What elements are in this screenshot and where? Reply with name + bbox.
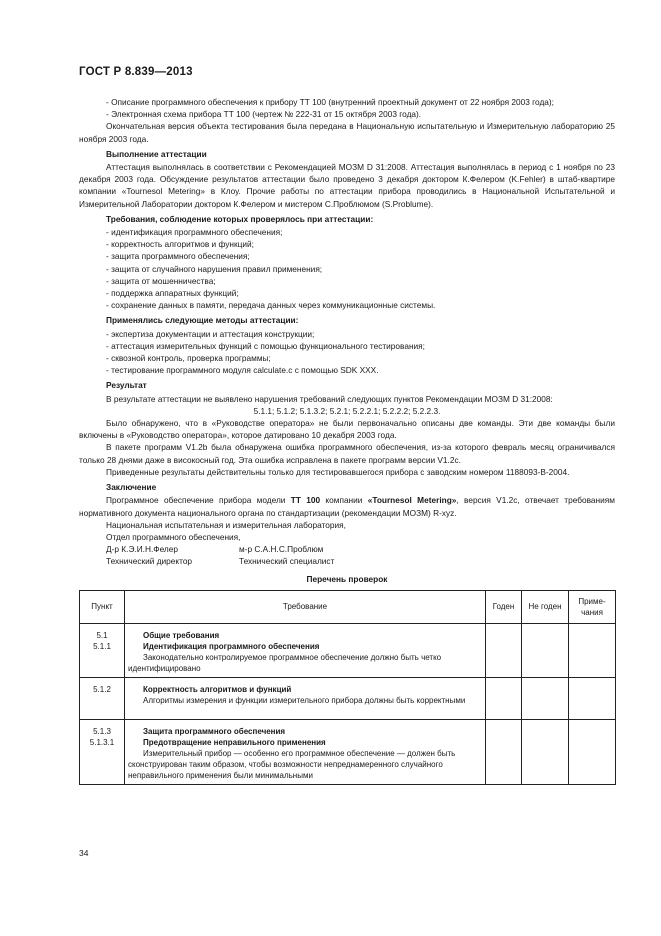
row-item-cell — [80, 677, 125, 719]
row-unsuitable-cell — [522, 719, 569, 784]
document-header: ГОСТ Р 8.839—2013 — [79, 66, 193, 78]
header-unsuitable: Не годен — [522, 590, 569, 623]
conclusion-company: «Tournesol Metering» — [367, 495, 457, 506]
conclusion-heading: Заключение — [106, 482, 157, 493]
org-line-1: Национальная испытательная и измерительная лаборатория, — [106, 519, 346, 530]
methods-item: - сквозной контроль, проверка программы; — [106, 353, 271, 364]
table-row — [80, 677, 616, 719]
row-item-number: 5.1 — [96, 630, 108, 640]
org-line-2: Отдел программного обеспечения, — [106, 531, 241, 542]
methods-item: - аттестация измерительных функций с помощью функционального тестирования; — [106, 340, 425, 351]
requirements-heading: Требования, соблюдение которых проверялось при аттестации: — [106, 213, 374, 224]
row-subtitle: Идентификация программного обеспечения — [143, 641, 320, 651]
row-item-number: 5.1.3.1 — [89, 737, 115, 747]
row-requirement-cell — [125, 623, 486, 677]
signature-name-2: м-р С.А.Н.С.Проблюм — [239, 544, 324, 555]
intro-line-1: - Описание программного обеспечения к прибору ТТ 100 (внутренний проектный документ от 22 ноября 2003 года); — [106, 97, 554, 107]
table-row — [80, 623, 616, 677]
conclusion-paragraph — [79, 494, 615, 518]
conclusion-text-post: , версия V1.2c, отвечает требованиям нормативного документа национального органа по стандартизации (рекомендации МОЗМ) R-xyz. — [79, 495, 615, 518]
requirements-item: - защита от случайного нарушения правил применения; — [106, 263, 323, 274]
row-suitable-cell — [486, 719, 522, 784]
methods-heading: Применялись следующие методы аттестации: — [106, 315, 299, 326]
row-suitable-cell — [486, 677, 522, 719]
signature-role-1: Технический директор — [106, 556, 193, 567]
conclusion-model: ТТ 100 — [290, 495, 321, 506]
requirements-item: - идентификация программного обеспечения; — [106, 227, 283, 238]
table-row — [80, 719, 616, 784]
row-item-cell — [80, 719, 125, 784]
row-description: Измерительный прибор — особенно его программное обеспечение — должен быть сконструирован таким образом, чтобы возможности непреднамеренного случайного неправильного применения были минимальными — [128, 748, 456, 780]
row-title: Защита программного обеспечения — [143, 726, 286, 736]
checklist-table — [79, 590, 616, 785]
conclusion-text-mid: компании — [320, 495, 368, 506]
signature-role-2: Технический специалист — [239, 556, 335, 567]
header-notes: Примечания — [569, 590, 616, 623]
row-title: Общие требования — [143, 630, 220, 640]
execution-heading: Выполнение аттестации — [106, 148, 207, 159]
row-description: Алгоритмы измерения и функции измерительного прибора должны быть корректными — [143, 695, 466, 705]
row-item-number: 5.1.1 — [93, 641, 111, 651]
table-title: Перечень проверок — [306, 573, 388, 584]
row-item-number: 5.1.3 — [93, 726, 111, 736]
result-clauses: 5.1.1; 5.1.2; 5.1.3.2; 5.2.1; 5.2.2.1; 5.2.2.2; 5.2.2.3. — [253, 405, 441, 416]
result-paragraph-3: В пакете программ V1.2b была обнаружена ошибка программного обеспечения, из-за которого февраль месяц ограничивался только 28 днями даже в високосный год. Эта ошибка исправлена в пакете программ версии V1.2c. — [79, 442, 615, 465]
result-paragraph-2: Было обнаружено, что в «Руководстве оператора» не были первоначально описаны две команды. Эти две команды были включены в «Руководство оператора», которое датировано 10 декабря 2003 года. — [79, 418, 615, 441]
result-heading: Результат — [106, 380, 147, 391]
requirements-item: - сохранение данных в памяти, передача данных через коммуникационные системы. — [106, 300, 436, 311]
row-unsuitable-cell — [522, 677, 569, 719]
table-header-row — [80, 590, 616, 623]
header-requirement: Требование — [125, 590, 486, 623]
row-title: Корректность алгоритмов и функций — [143, 684, 292, 694]
result-paragraph-4: Приведенные результаты действительны только для тестировавшегося прибора с заводским номером 1188093-B-2004. — [106, 466, 570, 477]
conclusion-text-pre: Программное обеспечение прибора модели — [106, 495, 291, 506]
row-requirement-cell — [125, 677, 486, 719]
row-notes-cell — [569, 623, 616, 677]
page-number: 34 — [79, 848, 89, 858]
row-suitable-cell — [486, 623, 522, 677]
result-paragraph-1: В результате аттестации не выявлено нарушения требований следующих пунктов Рекомендации МОЗМ D 31:2008: — [106, 393, 553, 404]
requirements-item: - корректность алгоритмов и функций; — [106, 239, 254, 250]
requirements-item: - поддержка аппаратных функций; — [106, 288, 239, 299]
row-requirement-cell — [125, 719, 486, 784]
row-notes-cell — [569, 677, 616, 719]
requirements-item: - защита программного обеспечения; — [106, 251, 250, 262]
execution-text: Аттестация выполнялась в соответствии с Рекомендацией МОЗМ D 31:2008. Аттестация выполнялась в период с 1 ноября по 23 декабря 2003 года. Обсуждение результатов аттестации было проведено 3 декабря доктором К.Фелером (K.Fehler) в штаб-квартире компании «Tournesol Metering» в Клоу. Прочие работы по аттестации прибора проводились в Национальной Испытательной и Измерительной Лаборатории доктором К.Фелером и мистером С.Проблюмом (S.Problume). — [79, 162, 615, 209]
row-unsuitable-cell — [522, 623, 569, 677]
header-suitable: Годен — [486, 590, 522, 623]
methods-item: - экспертиза документации и аттестация конструкции; — [106, 328, 315, 339]
intro-line-3: Окончательная версия объекта тестирования была передана в Национальную испытательную и Измерительную лабораторию 25 ноября 2003 года. — [79, 121, 615, 144]
row-subtitle: Предотвращение неправильного применения — [143, 737, 326, 747]
methods-item: - тестирование программного модуля calculate.c с помощью SDK XXX. — [106, 365, 379, 376]
requirements-item: - защита от мошенничества; — [106, 275, 216, 286]
signature-roles — [79, 555, 615, 567]
row-notes-cell — [569, 719, 616, 784]
signature-name-1: Д-р К.Э.И.Н.Фелер — [106, 544, 178, 555]
document-body — [79, 96, 615, 785]
row-item-number: 5.1.2 — [93, 684, 111, 694]
intro-line-2: - Электронная схема прибора ТТ 100 (чертеж № 222-31 от 15 октября 2003 года). — [106, 109, 422, 120]
header-item: Пункт — [80, 590, 125, 623]
row-description: Законодательно контролируемое программное обеспечение должно быть четко идентифицировано — [128, 652, 442, 673]
signature-names — [79, 543, 615, 555]
row-item-cell — [80, 623, 125, 677]
